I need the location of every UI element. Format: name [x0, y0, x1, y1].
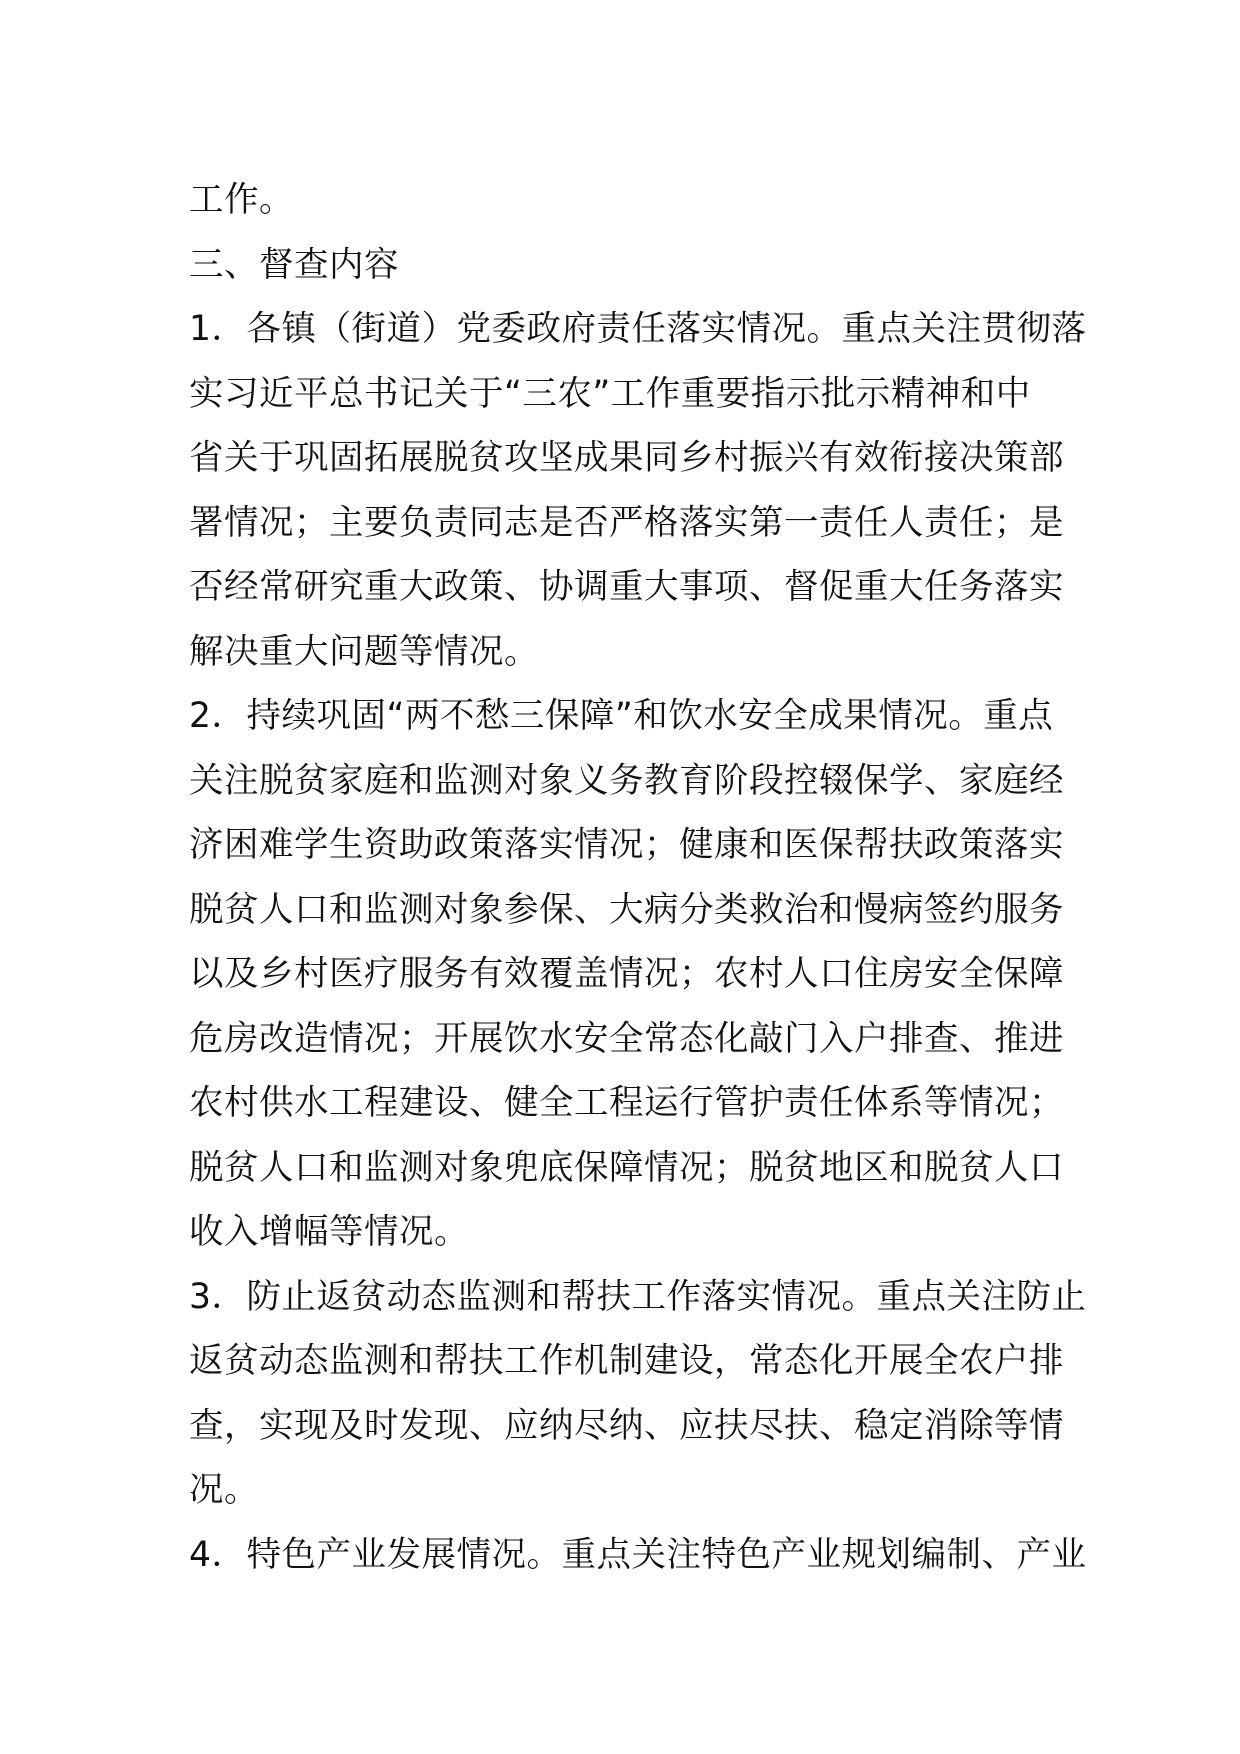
item-1-line: 署情况；主要负责同志是否严格落实第一责任人责任；是 — [189, 502, 1064, 543]
item-2-line: 危房改造情况；开展饮水安全常态化敲门入户排查、推进 — [189, 1018, 1064, 1059]
item-2-line: 收入增幅等情况。 — [189, 1212, 469, 1252]
text-line-fragment: 工作。 — [189, 180, 294, 220]
section-heading: 三、督查内容 — [189, 244, 399, 285]
item-2-line: 农村供水工程建设、健全工程运行管护责任体系等情况； — [189, 1083, 1064, 1123]
item-4-line: 4．特色产业发展情况。重点关注特色产业规划编制、产业 — [189, 1534, 1087, 1575]
item-3-line: 返贫动态监测和帮扶工作机制建设，常态化开展全农户排 — [189, 1341, 1064, 1381]
item-1-line: 否经常研究重大政策、协调重大事项、督促重大任务落实 — [189, 567, 1064, 607]
item-2-line: 2．持续巩固“两不愁三保障”和饮水安全成果情况。重点 — [189, 696, 1054, 736]
item-2-line: 脱贫人口和监测对象参保、大病分类救治和慢病签约服务 — [189, 889, 1064, 930]
item-3-line: 3．防止返贫动态监测和帮扶工作落实情况。重点关注防止 — [189, 1276, 1087, 1317]
document-body — [189, 168, 1087, 1587]
item-2-line: 以及乡村医疗服务有效覆盖情况；农村人口住房安全保障 — [189, 954, 1064, 994]
item-2-line: 济困难学生资助政策落实情况；健康和医保帮扶政策落实 — [189, 825, 1064, 865]
item-1-line: 实习近平总书记关于“三农”工作重要指示批示精神和中 — [189, 373, 1031, 414]
item-3-line: 况。 — [189, 1470, 259, 1510]
item-1-line: 解决重大问题等情况。 — [189, 631, 539, 672]
item-2-line: 脱贫人口和监测对象兜底保障情况；脱贫地区和脱贫人口 — [189, 1147, 1064, 1188]
item-3-line: 查，实现及时发现、应纳尽纳、应扶尽扶、稳定消除等情 — [189, 1405, 1064, 1446]
item-1-line: 1．各镇（街道）党委政府责任落实情况。重点关注贯彻落 — [189, 309, 1087, 349]
item-1-line: 省关于巩固拓展脱贫攻坚成果同乡村振兴有效衔接决策部 — [189, 438, 1064, 478]
item-2-line: 关注脱贫家庭和监测对象义务教育阶段控辍保学、家庭经 — [189, 760, 1064, 801]
